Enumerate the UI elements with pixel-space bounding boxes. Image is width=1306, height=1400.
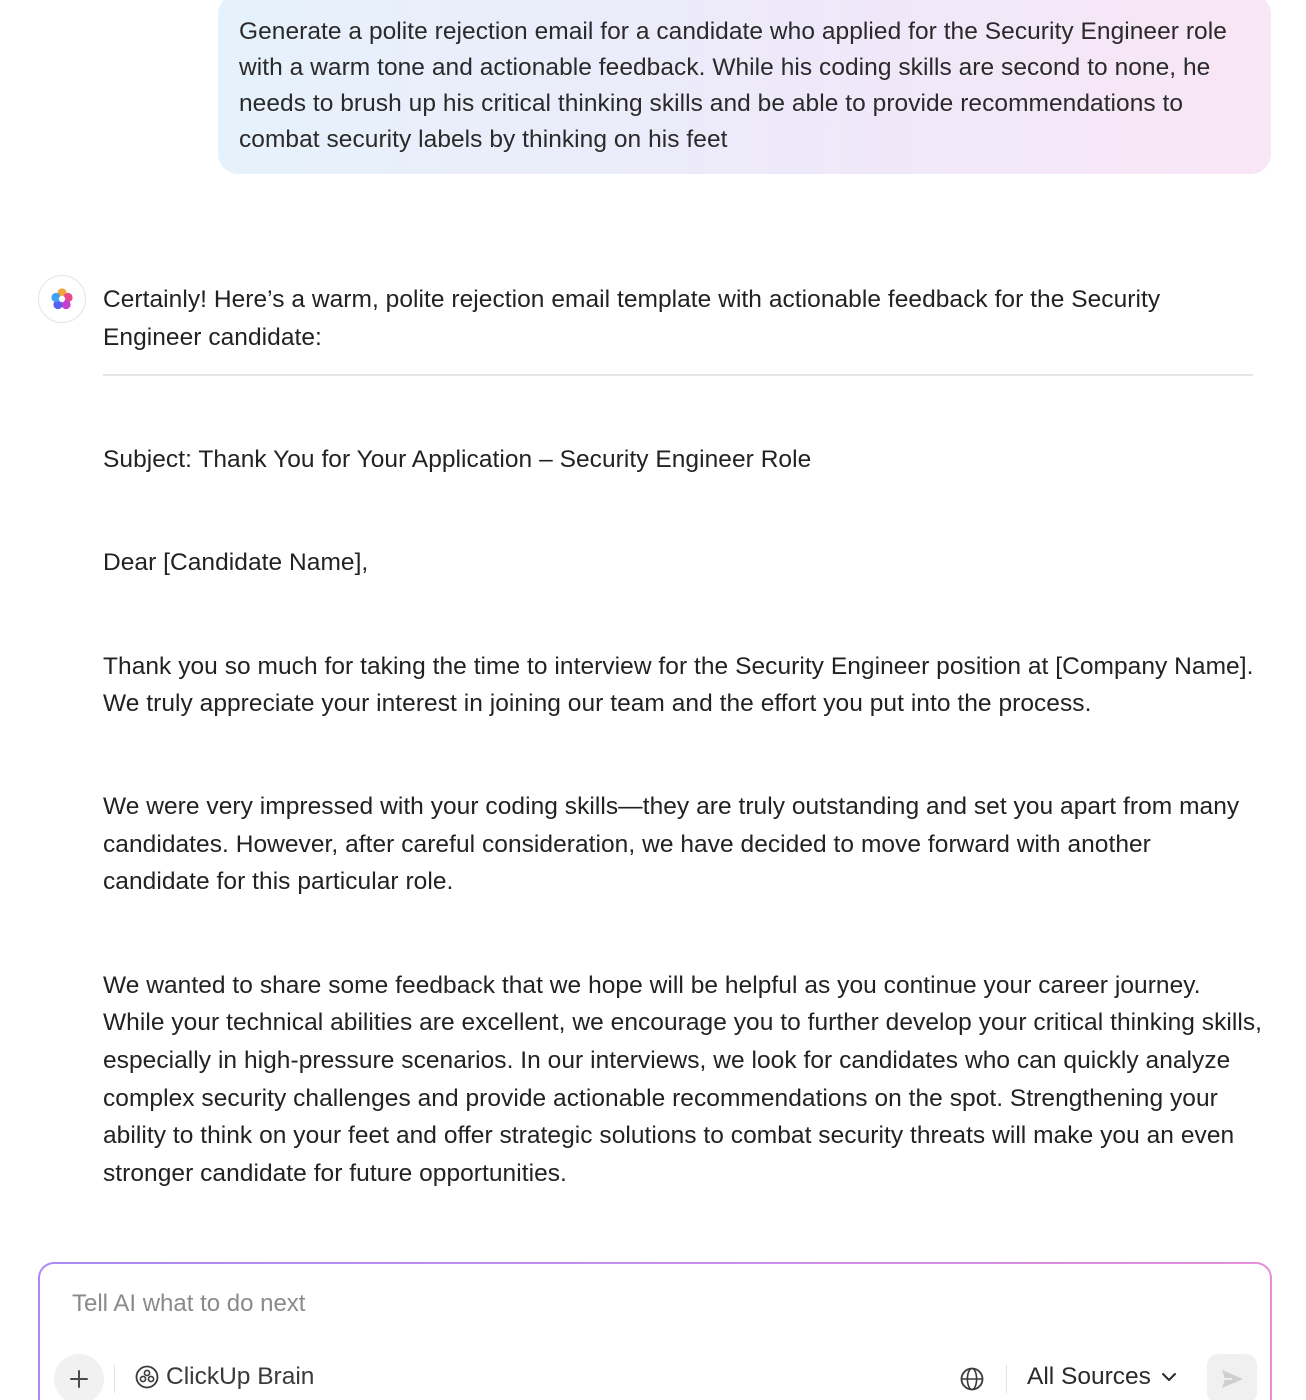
toolbar-divider	[1006, 1365, 1007, 1393]
sources-label: All Sources	[1027, 1363, 1151, 1390]
ai-composer	[38, 1262, 1272, 1400]
clickup-brain-label: ClickUp Brain	[166, 1363, 315, 1390]
globe-icon	[959, 1366, 985, 1392]
email-paragraph-feedback: We wanted to share some feedback that we hope will be helpful as you continue your career journey. While your technical abilities are excellent, we encourage you to further develop your critical thinking skills, especially in high-pressure scenarios. In our interviews, we look for candidates who can quickly analyze complex security challenges and provide actionable recommendations on the spot. Strengthening your ability to think on your feet and offer strategic solutions to combat security threats will make you an even stronger candidate for future opportunities.	[103, 971, 1263, 1188]
send-icon	[1218, 1365, 1246, 1393]
ai-prompt-input[interactable]	[72, 1290, 1172, 1318]
divider	[103, 374, 1253, 376]
add-attachment-button[interactable]	[54, 1354, 104, 1400]
assistant-message	[103, 281, 1263, 1193]
email-paragraph-thanks: Thank you so much for taking the time to interview for the Security Engineer position at [Company Name]. We truly appreciate your interest in joining our team and the effort you put into the process.	[103, 653, 1254, 717]
brain-icon	[134, 1364, 160, 1390]
user-message-text: Generate a polite rejection email for a candidate who applied for the Security Engineer role with a warm tone and actionable feedback. While his coding skills are second to none, he needs to brush up his critical thinking skills and be able to provide recommendations to combat security labels by thinking on his feet	[239, 18, 1227, 153]
sources-dropdown[interactable]	[1027, 1363, 1179, 1391]
chevron-down-icon	[1159, 1367, 1179, 1387]
user-message-bubble	[218, 0, 1271, 174]
email-paragraph-impressed: We were very impressed with your coding skills—they are truly outstanding and set you apart from many candidates. However, after careful consideration, we have decided to move forward with another candidate for this particular role.	[103, 793, 1240, 895]
web-search-button[interactable]	[958, 1365, 986, 1393]
clickup-brain-button[interactable]	[134, 1363, 314, 1391]
assistant-avatar	[38, 275, 86, 323]
composer-panel	[40, 1264, 1270, 1400]
email-greeting: Dear [Candidate Name],	[103, 549, 369, 576]
plus-icon	[68, 1368, 90, 1390]
assistant-intro: Certainly! Here’s a warm, polite rejection email template with actionable feedback for the Security Engineer candidate:	[103, 286, 1161, 351]
email-subject: Subject: Thank You for Your Application – Security Engineer Role	[103, 446, 812, 473]
send-button[interactable]	[1207, 1354, 1257, 1400]
clickup-brain-flower-icon	[49, 286, 75, 312]
toolbar-divider	[114, 1365, 115, 1393]
